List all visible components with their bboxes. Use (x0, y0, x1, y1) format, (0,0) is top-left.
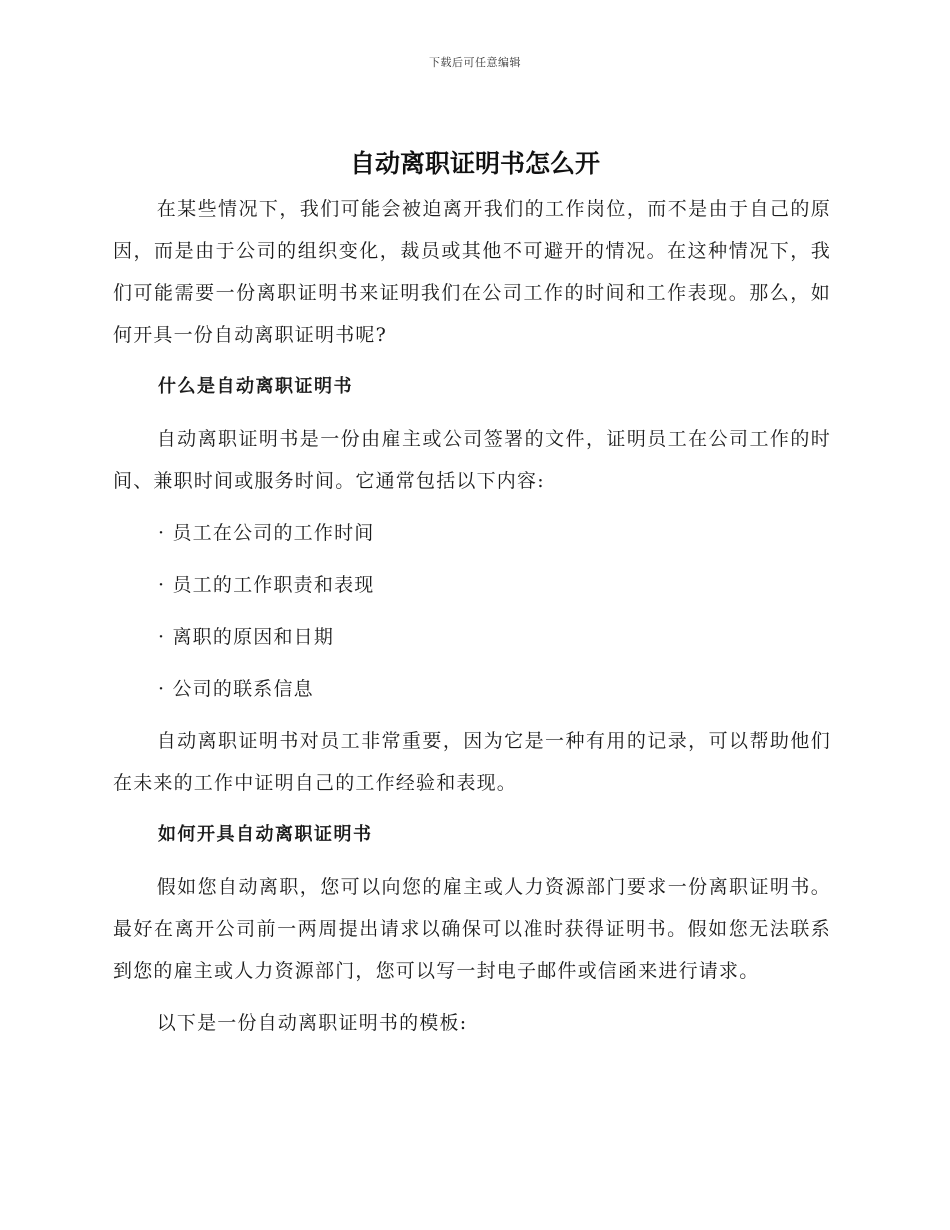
document-body (113, 188, 831, 1044)
intro-paragraph: 在某些情况下，我们可能会被迫离开我们的工作岗位，而不是由于自己的原因，而是由于公司的组织变化，裁员或其他不可避开的情况。在这种情况下，我们可能需要一份离职证明书来证明我们在公司工作的时间和工作表现。那么，如何开具一份自动离职证明书呢? (113, 198, 831, 346)
list-item: · 公司的联系信息 (158, 678, 314, 700)
template-intro-paragraph: 以下是一份自动离职证明书的模板: (156, 1012, 468, 1034)
list-item: · 员工的工作职责和表现 (158, 574, 375, 596)
definition-paragraph: 自动离职证明书是一份由雇主或公司签署的文件，证明员工在公司工作的时间、兼职时间或服务时间。它通常包括以下内容: (113, 428, 831, 492)
list-item: · 离职的原因和日期 (158, 626, 335, 648)
section-heading-what: 什么是自动离职证明书 (158, 376, 353, 397)
list-item: · 员工在公司的工作时间 (158, 522, 375, 544)
section-heading-how: 如何开具自动离职证明书 (158, 824, 373, 845)
page-title: 自动离职证明书怎么开 (349, 149, 600, 178)
header-note: 下载后可任意编辑 (429, 56, 521, 69)
request-paragraph: 假如您自动离职，您可以向您的雇主或人力资源部门要求一份离职证明书。最好在离开公司前一两周提出请求以确保可以准时获得证明书。假如您无法联系到您的雇主或人力资源部门，您可以写一封电子邮件或信函来进行请求。 (113, 876, 831, 982)
importance-paragraph: 自动离职证明书对员工非常重要，因为它是一种有用的记录，可以帮助他们在未来的工作中证明自己的工作经验和表现。 (113, 730, 831, 794)
